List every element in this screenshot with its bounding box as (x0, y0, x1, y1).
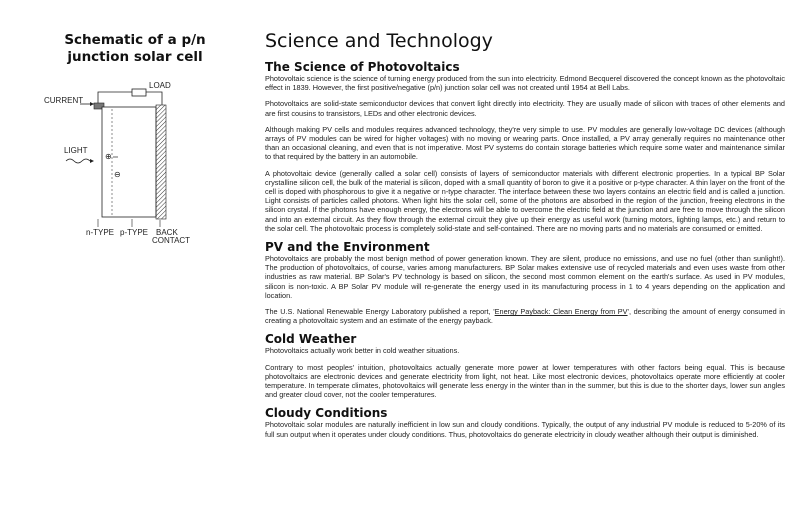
energy-payback-link[interactable]: Energy Payback: Clean Energy from PV (494, 307, 628, 317)
section-heading: Cold Weather (265, 332, 357, 347)
paragraph: Contrary to most peoples' intuition, photovoltaics actually generate more power at lower temperatures with other factors being equal. This is because photovoltaics are electronic devices and generate electricity from light, not heat. Like most electronic devices, photovoltaics operate more efficiently at cooler temperature. In temperate climates, photovoltaics will generate less energy in the winter than in the summer, but this is due to the shorter days, lower sun angles and greater cloud cover, not the cooler temperatures. (265, 362, 785, 400)
diagram-title-line1: Schematic of a p/n (64, 32, 206, 48)
ref-text-after: ', describing the amount of energy consumed in creating a photovoltaic system and an estimate of the energy payback. (265, 307, 785, 326)
back-contact (156, 105, 166, 219)
cell-body (102, 107, 156, 217)
contact-label: CONTACT (152, 236, 191, 245)
section-heading: The Science of Photovoltaics (265, 60, 460, 74)
diagram-panel (40, 32, 230, 245)
section-environment (265, 240, 785, 325)
ref-text-before: The U.S. National Renewable Energy Laboratory published a report, ' (265, 307, 495, 317)
back-label: BACK (156, 228, 178, 237)
circuit-wire (98, 92, 132, 103)
paragraph: Photovoltaics are probably the most benign method of power generation known. They are silent, produce no emissions, and use no fuel (other than sunlight!). The production of photovoltaics, of course, varies among manufacturers. BP Solar makes extensive use of recycled materials and even uses waste from other industries as raw material. BP Solar's PV technology is based on silicon, the second most common element on the earth's surface. As used in PV modules, silicon is non-toxic. A BP Solar PV module will re-generate the energy used in its manufacturing process in 1 to 4 years depending on the application and location. (265, 254, 785, 300)
paragraph: A photovoltaic device (generally called a solar cell) consists of layers of semiconductor materials with different electronic properties. In a typical BP Solar crystalline silicon cell, the bulk of the material is silicon, doped with a small quantity of boron to give it a positive or p-type character. A thin layer on the front of the cell is doped with phosphorous to give it a negative or n-type character. The interface between these two layers contains an electric field and is called a junction. Light consists of particles called photons. When light hits the solar cell, some of the photons are absorbed in the region of the junction, freeing electrons in the silicon crystal. If the photons have enough energy, the electrons will be able to overcome the electric field at the junction and are free to move through the silicon and into an external circuit. As they flow through the external circuit they give up their energy as useful work (turning motors, lighting lamps, etc.) and return to the solar cell. The photovoltaic process is completely solid-state and self-contained. There are no moving parts and no materials are consumed or emitted. (265, 168, 785, 233)
section-cold-weather (265, 332, 785, 399)
paragraph: Although making PV cells and modules requires advanced technology, they're very simple to use. PV modules are generally low-voltage DC devices (although arrays of PV modules can be wired for higher voltages) with no moving or wearing parts. Once installed, a PV array generally requires no maintenance other than an occasional cleaning, and even that is not imperative. Most PV systems do contain storage batteries which require some water and maintenance similar to that required by the battery in an automobile. (265, 124, 785, 162)
diagram-title-line2: junction solar cell (67, 49, 203, 65)
paragraph: Photovoltaics are solid-state semiconductor devices that convert light directly into electricity. They are usually made of silicon with traces of other elements and are first cousins to transistors, LEDs and other electronic devices. (265, 99, 785, 118)
paragraph: Photovoltaics actually work better in cold weather situations. (265, 346, 460, 356)
electron-symbol: ⊖ (114, 170, 121, 179)
current-label: CURRENT (44, 96, 84, 105)
section-science (265, 60, 785, 233)
light-wave (66, 159, 90, 163)
paragraph: Photovoltaic solar modules are naturally inefficient in low sun and cloudy conditions. Typically, the output of any industrial PV module is reduced to 5-20% of its full sun output when it operates under cloudy conditions. Thus, photovoltaics do generate electricity in cloudy weather although their output is diminished. (265, 420, 785, 439)
n-type-label: n-TYPE (86, 228, 115, 237)
current-arrowhead (90, 102, 94, 106)
circuit-wire-right (146, 92, 162, 105)
hole-symbol: ⊕ (105, 152, 112, 161)
light-arrowhead (90, 159, 94, 163)
paragraph: Photovoltaic science is the science of turning energy produced from the sun into electricity. Edmond Becquerel discovered the concept known as the photovoltaic effect in 1839. However, the first positive/negative (p/n) junction solar cell was not created until 1954 at Bell Labs. (265, 74, 785, 93)
load-label: LOAD (149, 81, 171, 90)
section-cloudy (265, 406, 785, 438)
section-heading: Cloudy Conditions (265, 406, 388, 421)
light-label: LIGHT (64, 146, 88, 155)
article (265, 30, 785, 446)
reference-paragraph (265, 307, 785, 325)
solar-cell-schematic (40, 77, 240, 247)
p-type-label: p-TYPE (120, 228, 149, 237)
page-title: Science and Technology (265, 30, 493, 52)
load-resistor (132, 89, 146, 96)
section-heading: PV and the Environment (265, 240, 430, 255)
diagram-title (40, 32, 230, 66)
